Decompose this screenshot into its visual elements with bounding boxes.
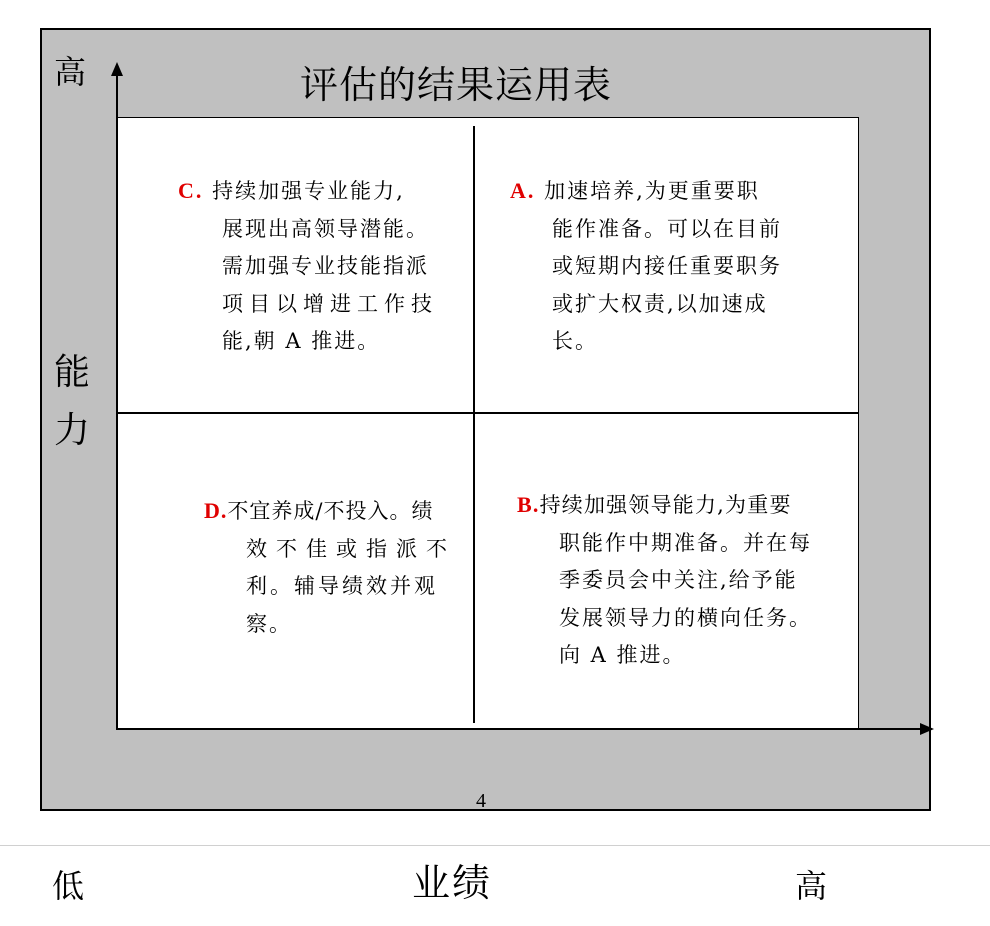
quadrant-c-line-1: C. 持续加强专业能力, [178,178,405,203]
y-axis-label-line2: 力 [53,410,90,451]
x-axis-line [116,728,924,730]
quadrant-c-line-5: 能,朝 A 推进。 [222,329,381,354]
quadrant-c-line-4: 项目以增进工作技 [222,291,438,316]
quadrant-d-line-1: D.不宜养成/不投入。绩 [204,498,434,523]
quadrant-b-line-4: 发展领导力的横向任务。 [559,605,812,630]
quadrant-a [510,172,782,361]
quadrant-d [204,492,456,643]
quadrant-a-line-2: 能作准备。可以在目前 [552,216,782,241]
slide-separator [0,845,990,846]
vertical-divider [473,126,475,723]
quadrant-a-letter: A. [510,178,536,203]
quadrant-a-line-3: 或短期内接任重要职务 [552,254,782,279]
x-axis-high-label: 高 [795,867,828,905]
quadrant-c-line-3: 需加强专业技能指派 [222,254,429,279]
x-axis-low-label: 低 [52,867,85,905]
quadrant-b-line-5: 向 A 推进。 [559,643,686,668]
quadrant-c [178,172,438,361]
quadrant-c-letter: C. [178,178,204,203]
y-axis-high-label: 高 [54,53,87,91]
y-axis-arrow-icon [111,62,123,76]
quadrant-d-line-3: 利。辅导绩效并观 [246,574,438,599]
quadrant-b-line-3: 季委员会中关注,给予能 [559,568,798,593]
x-axis-arrow-icon [920,723,934,735]
quadrant-c-line-2: 展现出高领导潜能。 [222,216,429,241]
quadrant-d-letter: D. [204,498,228,523]
quadrant-b [517,486,812,675]
x-axis-label: 业绩 [412,861,493,905]
y-axis-label [52,344,92,460]
quadrant-b-line-2: 职能作中期准备。并在每 [559,530,812,555]
quadrant-d-line-4: 察。 [246,611,292,636]
quadrant-d-line-2: 效不佳或指派不 [246,536,456,561]
quadrant-b-letter: B. [517,492,540,517]
quadrant-a-line-4: 或扩大权责,以加速成 [552,291,768,316]
chart-title: 评估的结果运用表 [300,63,613,107]
quadrant-b-line-1: B.持续加强领导能力,为重要 [517,492,792,517]
y-axis-label-line1: 能 [53,352,90,393]
quadrant-a-line-1: A. 加速培养,为更重要职 [510,178,760,203]
y-axis-line [116,74,118,730]
horizontal-divider [117,412,859,414]
page-number: 4 [476,790,486,812]
quadrant-a-line-5: 长。 [552,329,598,354]
